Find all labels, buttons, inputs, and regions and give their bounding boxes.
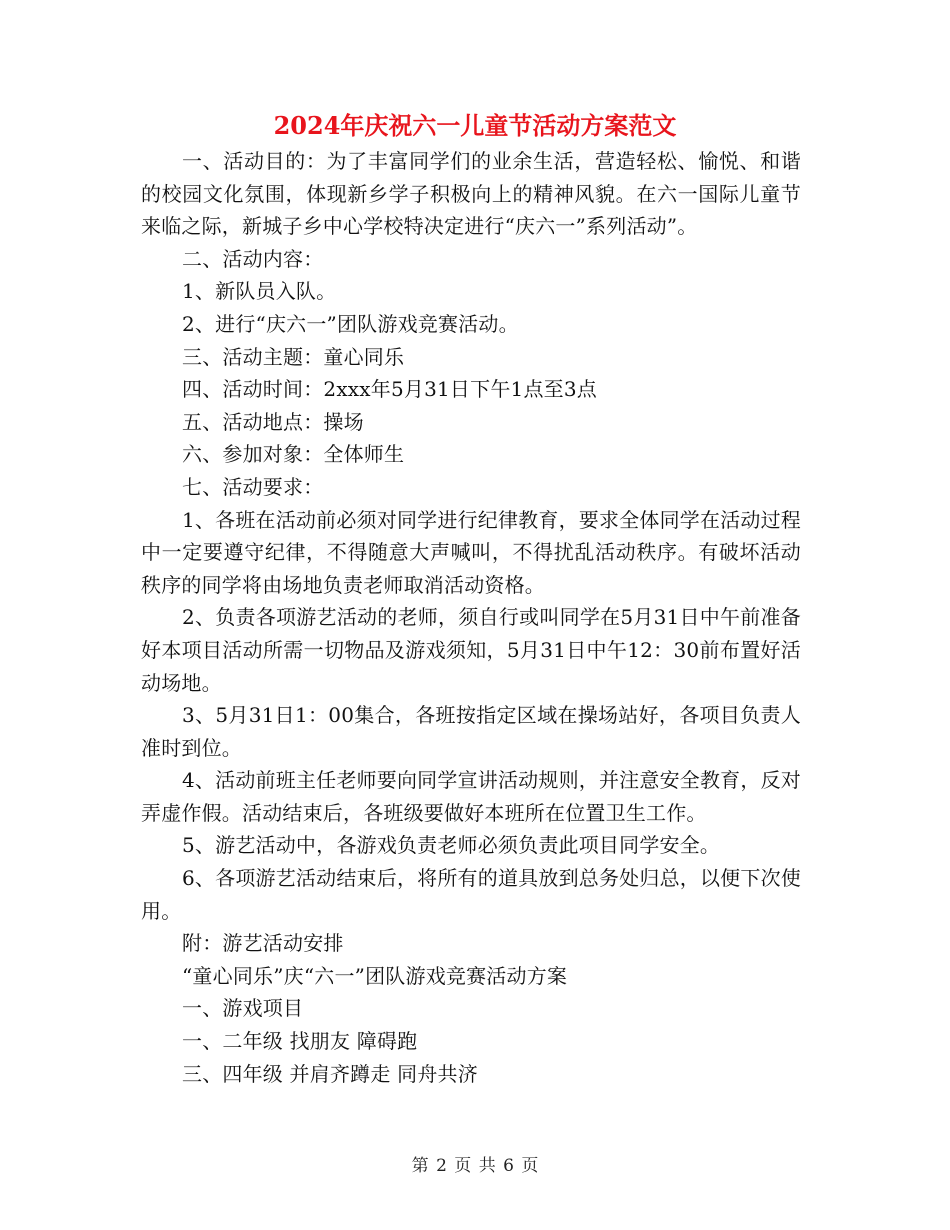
paragraph-participants: 六、参加对象：全体师生 <box>182 442 405 467</box>
document-title: 2024年庆祝六一儿童节活动方案范文 <box>273 111 677 140</box>
paragraph-purpose: 一、活动目的：为了丰富同学们的业余生活，营造轻松、愉悦、和谐的校园文化氛围，体现新乡学子积极向上的精神风貌。在六一国际儿童节来临之际，新城子乡中心学校特决定进行“庆六一”系列活动”。 <box>141 149 801 239</box>
page-footer: 第 2 页 共 6 页 <box>411 1156 539 1176</box>
paragraph-requirement-4: 4、活动前班主任老师要向同学宣讲活动规则，并注意安全教育，反对弄虚作假。活动结束后，各班级要做好本班所在位置卫生工作。 <box>141 768 801 825</box>
paragraph-content-heading: 二、活动内容： <box>182 246 324 271</box>
paragraph-requirement-5: 5、游艺活动中，各游戏负责老师必须负责此项目同学安全。 <box>182 833 721 858</box>
paragraph-appendix: 附：游艺活动安排 <box>182 931 344 956</box>
paragraph-time: 四、活动时间：2xxx年5月31日下午1点至3点 <box>182 377 597 402</box>
paragraph-content-item-2: 2、进行“庆六一”团队游戏竞赛活动。 <box>182 311 519 336</box>
paragraph-game-items-heading: 一、游戏项目 <box>182 996 304 1021</box>
paragraph-content-item-1: 1、新队员入队。 <box>182 279 337 304</box>
paragraph-appendix-title: “童心同乐”庆“六一”团队游戏竞赛活动方案 <box>182 963 568 988</box>
paragraph-grade-3-4: 三、四年级 并肩齐蹲走 同舟共济 <box>182 1061 478 1086</box>
paragraph-requirement-1: 1、各班在活动前必须对同学进行纪律教育，要求全体同学在活动过程中一定要遵守纪律，不得随意大声喊叫，不得扰乱活动秩序。有破坏活动秩序的同学将由场地负责老师取消活动资格。 <box>141 507 801 597</box>
document-body <box>141 145 801 1090</box>
paragraph-requirement-2: 2、负责各项游艺活动的老师，须自行或叫同学在5月31日中午前准备好本项目活动所需一切物品及游戏须知，5月31日中午12：30前布置好活动场地。 <box>141 605 801 695</box>
paragraph-requirements-heading: 七、活动要求： <box>182 474 324 499</box>
paragraph-requirement-3: 3、5月31日1：00集合，各班按指定区域在操场站好，各项目负责人准时到位。 <box>141 703 801 760</box>
paragraph-requirement-6: 6、各项游艺活动结束后，将所有的道具放到总务处归总，以便下次使用。 <box>141 866 801 923</box>
paragraph-grade-1-2: 一、二年级 找朋友 障碍跑 <box>182 1029 418 1054</box>
paragraph-theme: 三、活动主题：童心同乐 <box>182 344 405 369</box>
paragraph-location: 五、活动地点：操场 <box>182 409 364 434</box>
